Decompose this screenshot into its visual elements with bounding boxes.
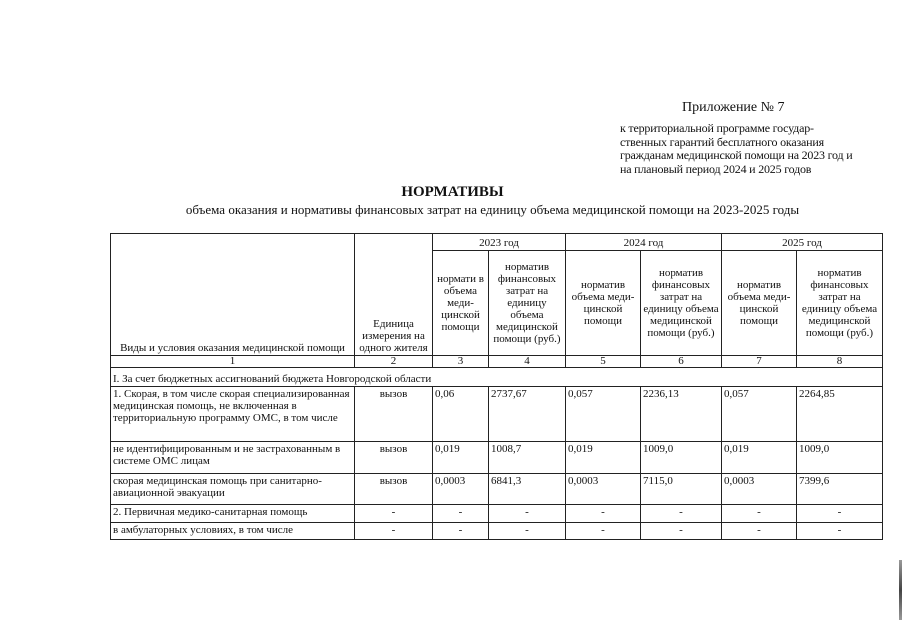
- column-number: 7: [722, 356, 797, 368]
- column-number: 4: [489, 356, 566, 368]
- row-value: -: [722, 523, 797, 540]
- header-volume-2025: норматив объема меди-цинской помощи: [722, 251, 797, 356]
- table-row: [111, 474, 883, 505]
- row-value: -: [722, 505, 797, 523]
- table-row: [111, 505, 883, 523]
- row-value: 0,057: [566, 387, 641, 442]
- column-number: 8: [797, 356, 883, 368]
- appendix-title: Приложение № 7: [682, 100, 785, 115]
- row-value: -: [797, 505, 883, 523]
- table-row: [111, 523, 883, 540]
- header-row-years: [111, 234, 883, 251]
- row-name: скорая медицинская помощь при санитарно-авиационной эвакуации: [111, 474, 355, 505]
- header-unit: Единица измерения на одного жителя: [355, 234, 433, 356]
- row-value: 0,019: [722, 442, 797, 474]
- norms-table: [110, 233, 883, 540]
- column-number: 3: [433, 356, 489, 368]
- header-year-2024: 2024 год: [566, 234, 722, 251]
- row-value: -: [566, 505, 641, 523]
- header-volume-2024: норматив объема меди-цинской помощи: [566, 251, 641, 356]
- table-row: [111, 387, 883, 442]
- row-value: 2264,85: [797, 387, 883, 442]
- document-title: НОРМАТИВЫ: [401, 184, 504, 200]
- row-value: 0,0003: [722, 474, 797, 505]
- row-unit: вызов: [355, 442, 433, 474]
- document-subtitle: объема оказания и нормативы финансовых затрат на единицу объема медицинской помощи на 2023-2025 годы: [185, 202, 800, 217]
- row-value: 0,019: [433, 442, 489, 474]
- row-value: 0,0003: [566, 474, 641, 505]
- row-value: 2236,13: [641, 387, 722, 442]
- row-unit: -: [355, 505, 433, 523]
- header-cost-2025: норматив финансовых затрат на единицу объема медицинской помощи (руб.): [797, 251, 883, 356]
- header-volume-2023: нормати в объема меди-цинской помощи: [433, 251, 489, 356]
- row-value: -: [797, 523, 883, 540]
- row-value: 1009,0: [797, 442, 883, 474]
- row-name: не идентифицированным и не застрахованным в системе ОМС лицам: [111, 442, 355, 474]
- section-row: [111, 368, 883, 387]
- header-year-2023: 2023 год: [433, 234, 566, 251]
- column-number: 2: [355, 356, 433, 368]
- row-unit: -: [355, 523, 433, 540]
- row-value: 0,0003: [433, 474, 489, 505]
- row-value: -: [489, 505, 566, 523]
- row-unit: вызов: [355, 387, 433, 442]
- table-row: [111, 442, 883, 474]
- row-value: 6841,3: [489, 474, 566, 505]
- column-number: 5: [566, 356, 641, 368]
- row-value: -: [433, 505, 489, 523]
- row-unit: вызов: [355, 474, 433, 505]
- header-year-2025: 2025 год: [722, 234, 883, 251]
- row-value: 0,06: [433, 387, 489, 442]
- column-number-row: [111, 356, 883, 368]
- row-value: 1008,7: [489, 442, 566, 474]
- row-value: 2737,67: [489, 387, 566, 442]
- row-value: -: [641, 523, 722, 540]
- row-value: 0,057: [722, 387, 797, 442]
- row-value: -: [489, 523, 566, 540]
- header-cost-2023: норматив финансовых затрат на единицу объема медицинской помощи (руб.): [489, 251, 566, 356]
- row-value: -: [433, 523, 489, 540]
- row-name: 2. Первичная медико-санитарная помощь: [111, 505, 355, 523]
- row-name: в амбулаторных условиях, в том числе: [111, 523, 355, 540]
- row-value: -: [641, 505, 722, 523]
- header-cost-2024: норматив финансовых затрат на единицу объема медицинской помощи (руб.): [641, 251, 722, 356]
- appendix-reference: к территориальной программе государ-ственных гарантий бесплатного оказания гражданам медицинской помощи на 2023 год и на плановый период 2024 и 2025 годов: [620, 121, 853, 176]
- header-kind: Виды и условия оказания медицинской помощи: [111, 234, 355, 356]
- row-name: 1. Скорая, в том числе скорая специализированная медицинская помощь, не включенная в территориальную программу ОМС, в том числе: [111, 387, 355, 442]
- row-value: 0,019: [566, 442, 641, 474]
- row-value: -: [566, 523, 641, 540]
- section-title: I. За счет бюджетных ассигнований бюджета Новгородской области: [111, 368, 883, 387]
- column-number: 6: [641, 356, 722, 368]
- row-value: 1009,0: [641, 442, 722, 474]
- row-value: 7399,6: [797, 474, 883, 505]
- column-number: 1: [111, 356, 355, 368]
- row-value: 7115,0: [641, 474, 722, 505]
- scan-edge-mark: [899, 560, 902, 620]
